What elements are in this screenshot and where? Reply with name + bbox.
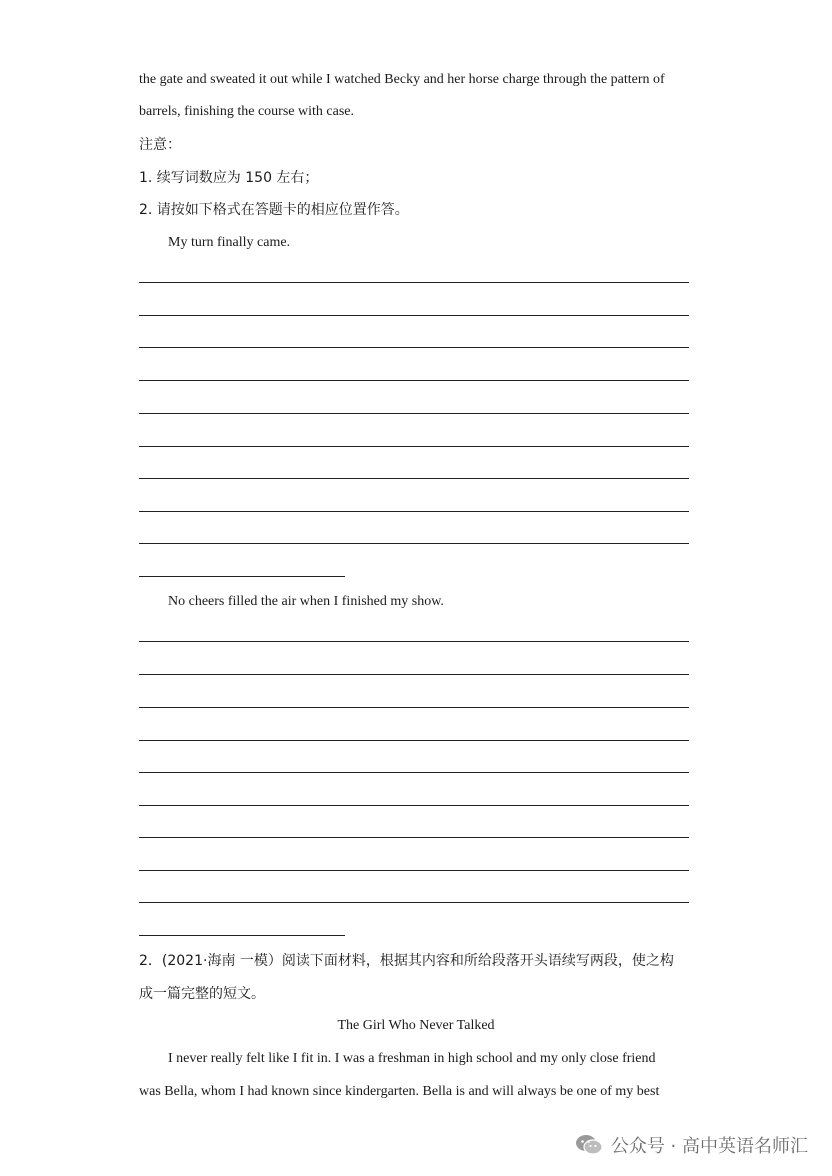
answer-line xyxy=(139,837,689,838)
question-2-line-2: 成一篇完整的短文。 xyxy=(139,986,265,1002)
answer-line xyxy=(139,282,689,283)
answer-line xyxy=(139,740,689,741)
answer-line xyxy=(139,805,689,806)
notes-item-2: 2. 请按如下格式在答题卡的相应位置作答。 xyxy=(139,202,409,218)
story-title: The Girl Who Never Talked xyxy=(337,1018,495,1033)
notes-heading: 注意： xyxy=(139,137,181,153)
answer-line-short xyxy=(139,935,345,936)
answer-line xyxy=(139,674,689,675)
paragraph-2-start: No cheers filled the air when I finished my show. xyxy=(168,594,444,609)
answer-line xyxy=(139,772,689,773)
answer-line xyxy=(139,870,689,871)
answer-line xyxy=(139,478,689,479)
answer-line xyxy=(139,543,689,544)
answer-line xyxy=(139,902,689,903)
story-body-line-2: was Bella, whom I had known since kindergarten. Bella is and will always be one of my best xyxy=(139,1084,660,1099)
answer-line xyxy=(139,707,689,708)
question-2-line-1: 2．(2021·海南 一模）阅读下面材料，根据其内容和所给段落开头语续写两段，使之构 xyxy=(139,953,674,969)
answer-line xyxy=(139,315,689,316)
answer-line xyxy=(139,511,689,512)
notes-item-1: 1. 续写词数应为 150 左右； xyxy=(139,170,319,186)
passage-line-1: the gate and sweated it out while I watched Becky and her horse charge through the pattern of xyxy=(139,72,665,87)
story-body-line-1: I never really felt like I fit in. I was a freshman in high school and my only close friend xyxy=(168,1051,656,1066)
wechat-icon xyxy=(575,1134,603,1156)
paragraph-1-start: My turn finally came. xyxy=(168,235,291,250)
answer-line-short xyxy=(139,576,345,577)
watermark-text: 公众号 · 高中英语名师汇 xyxy=(610,1136,808,1157)
answer-line xyxy=(139,380,689,381)
answer-line xyxy=(139,413,689,414)
answer-line xyxy=(139,347,689,348)
answer-line xyxy=(139,641,689,642)
answer-line xyxy=(139,446,689,447)
watermark xyxy=(575,1132,808,1158)
passage-line-2: barrels, finishing the course with case. xyxy=(139,104,354,119)
